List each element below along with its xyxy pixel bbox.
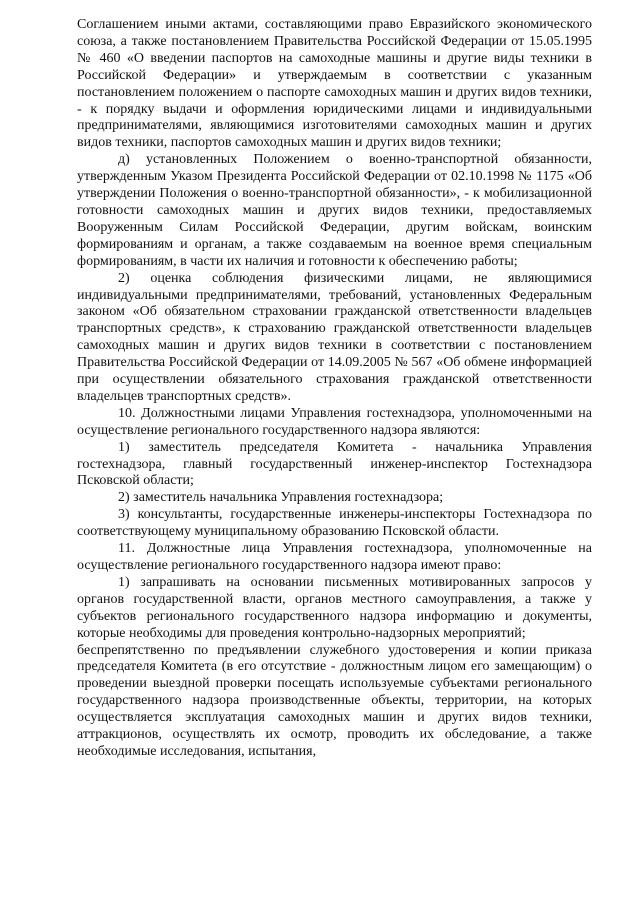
paragraph-continuation-passport: Соглашением иными актами, составляющими право Евразийского экономического союза, а также постановлением Правительства Российской Федерации от 15.05.1995 № 460 «О введении паспортов на самоходные машины и другие виды техники в Российской Федерации» и утверждаемым в соответствии с указанным постановлением положением о паспорте самоходных машин и других видов техники, - к порядку выдачи и оформления юридическими лицами и индивидуальными предпринимателями, являющимися изготовителями самоходных машин и других видов техники, паспортов самоходных машин и других видов техники; <box>77 17 592 151</box>
paragraph-item-d-military-transport: д) установленных Положением о военно-транспортной обязанности, утвержденным Указом Президента Российской Федерации от 02.10.1998 № 1175 «Об утверждении Положения о военно-транспортной обязанности», - к мобилизационной готовности самоходных машин и других видов техники, предоставляемых Вооруженным Силам Российской Федерации, другим войскам, воинским формированиям и органам, а также создаваемым на военное время специальным формированиям, в части их наличия и готовности к обеспечению работы; <box>77 152 592 269</box>
paragraph-section-11-item-1: 1) запрашивать на основании письменных мотивированных запросов у органов государственной власти, органов местного самоуправления, а также у субъектов регионального государственного надзора информацию и документы, которые необходимы для проведения контрольно-надзорных мероприятий; <box>77 574 592 641</box>
paragraph-section-10-item-2: 2) заместитель начальника Управления гостехнадзора; <box>118 490 444 506</box>
paragraph-section-10-item-3: 3) консультанты, государственные инженеры-инспекторы Гостехнадзора по соответствующему муниципальному образованию Псковской области. <box>77 507 592 540</box>
paragraph-item-2-insurance: 2) оценка соблюдения физическими лицами, не являющимися индивидуальными предпринимателями, требований, установленных Федеральным законом «Об обязательном страховании гражданской ответственности владельцев транспортных средств», к страхованию гражданской ответственности владельцев самоходных машин и других видов техники в соответствии с постановлением Правительства Российской Федерации от 14.09.2005 № 567 «Об обмене информацией при осуществлении обязательного страхования гражданской ответственности владельцев транспортных средств». <box>77 270 592 404</box>
paragraph-section-10-item-1: 1) заместитель председателя Комитета - начальника Управления гостехнадзора, главный государственный инженер-инспектор Гостехнадзора Псковской области; <box>77 439 592 489</box>
paragraph-section-11: 11. Должностные лица Управления гостехнадзора, уполномоченные на осуществление регионального государственного надзора имеют право: <box>77 541 592 573</box>
paragraph-section-10: 10. Должностными лицами Управления гостехнадзора, уполномоченными на осуществление регионального государственного надзора являются: <box>77 405 592 438</box>
paragraph-section-11-access-rights: беспрепятственно по предъявлении служебного удостоверения и копии приказа председателя Комитета (в его отсутствие - должностным лицом его замещающим) о проведении выездной проверки посещать используемые субъектами регионального государственного надзора производственные объекты, территории, на которых осуществляется эксплуатация самоходных машин и других видов техники, аттракционов, осуществлять их осмотр, проводить их обследование, а также необходимые исследования, испытания, <box>77 642 592 759</box>
